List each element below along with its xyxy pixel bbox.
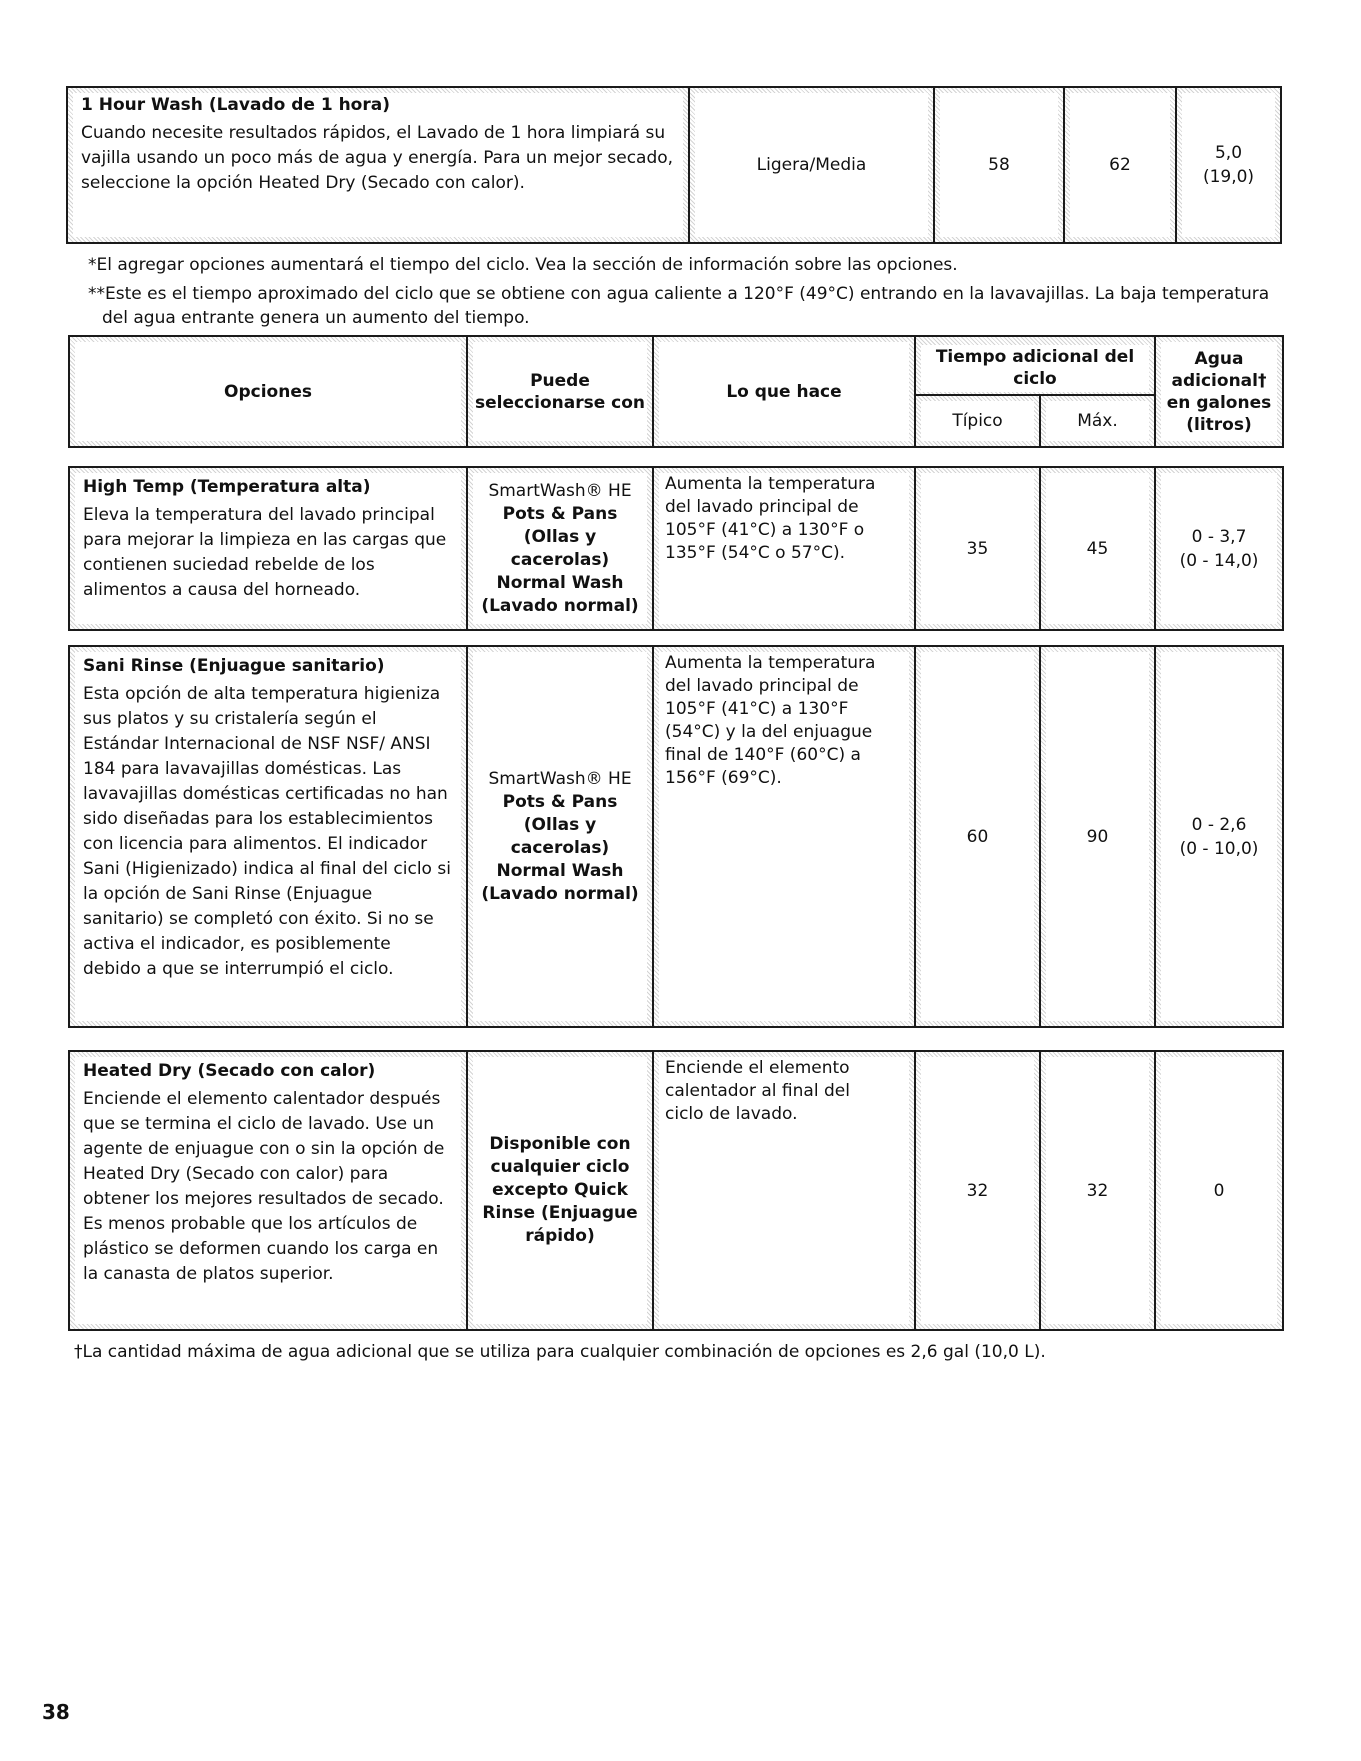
- option-table-high-temp: [68, 466, 1284, 631]
- what-line: 135°F (54°C o 57°C).: [665, 543, 846, 563]
- what-line: del lavado principal de: [665, 497, 859, 517]
- note-cycle-time: **Este es el tiempo aproximado del ciclo que se obtiene con agua caliente a 120°F (49°C) entrando en la lavavajillas. La baja temperatura del agua entrante genera un aumento del tiempo.: [88, 284, 1270, 328]
- selectable-line: Normal Wash: [496, 572, 624, 593]
- option-what-cell: [653, 646, 915, 1027]
- option-description: Esta opción de alta temperatura higieniza sus platos y su cristalería según el Estándar Internacional de NSF NSF/ ANSI 184 para lavavajillas domésticas. Las lavavajillas domésticas certificadas no han sido diseñadas para los establecimientos con licencia para alimentos. El indicador Sani (Higienizado) indica al final del ciclo si la opción de Sani Rinse (Enjuague sanitario) se completó con éxito. Si no se activa el indicador, es posiblemente debido a que se interrumpió el ciclo.: [83, 684, 451, 979]
- selectable-line: cualquier ciclo: [490, 1157, 630, 1177]
- option-max: 32: [1086, 1180, 1109, 1201]
- option-typical-cell: [915, 1051, 1040, 1330]
- option-description-cell: [69, 467, 467, 630]
- header-typical-label: Típico: [952, 411, 1003, 431]
- option-what-cell: [653, 467, 915, 630]
- option-description: Enciende el elemento calentador después que se termina el ciclo de lavado. Use un agente de enjuague con o sin la opción de Heated Dry (Secado con calor) para obtener los mejores resultados de secado. Es menos probable que los artículos de plástico se deformen cuando los carga en la canasta de platos superior.: [83, 1089, 445, 1284]
- selectable-line: Disponible con: [489, 1134, 631, 1154]
- what-line: 105°F (41°C) a 130°F: [665, 699, 849, 719]
- selectable-line: rápido): [525, 1226, 595, 1246]
- options-header-table: [68, 335, 1284, 448]
- header-water-line3: en galones: [1166, 392, 1272, 413]
- selectable-line: Pots & Pans: [502, 503, 618, 524]
- option-row: [69, 646, 1283, 1027]
- option-description-cell: [69, 1051, 467, 1330]
- selectable-line: Normal Wash: [496, 860, 624, 881]
- cycle-row: [67, 87, 1281, 243]
- option-typical-cell: [915, 467, 1040, 630]
- option-typical: 60: [966, 826, 989, 847]
- header-what: [653, 336, 915, 447]
- cycle-title: 1 Hour Wash (Lavado de 1 hora): [81, 95, 390, 115]
- option-water-gal: 0: [1213, 1180, 1225, 1201]
- header-options: [69, 336, 467, 447]
- header-selectable-line2: seleccionarse con: [474, 392, 646, 413]
- option-selectable-cell: [467, 646, 653, 1027]
- option-water-gal: 0 - 3,7: [1191, 526, 1247, 547]
- selectable-line: (Ollas y: [523, 814, 597, 835]
- header-selectable-line1: Puede: [530, 370, 590, 391]
- cycle-description-cell: [67, 87, 689, 243]
- cycle-water-cell: [1176, 87, 1281, 243]
- header-what-label: Lo que hace: [726, 381, 842, 402]
- what-line: 105°F (41°C) a 130°F o: [665, 520, 865, 540]
- what-line: calentador al final del: [665, 1081, 850, 1101]
- selectable-smartwash: SmartWash® HE: [488, 480, 632, 501]
- option-typical-cell: [915, 646, 1040, 1027]
- page-number: 38: [42, 1700, 70, 1724]
- selectable-line: (Ollas y: [523, 526, 597, 547]
- option-what-cell: [653, 1051, 915, 1330]
- option-typical: 32: [966, 1180, 989, 1201]
- option-water-gal: 0 - 2,6: [1191, 814, 1247, 835]
- header-selectable: [467, 336, 653, 447]
- option-typical: 35: [966, 538, 989, 559]
- option-max-cell: [1040, 646, 1155, 1027]
- selectable-line: Rinse (Enjuague: [482, 1203, 638, 1223]
- what-line: final de 140°F (60°C) a: [665, 745, 861, 765]
- option-row: [69, 1051, 1283, 1330]
- option-row: [69, 467, 1283, 630]
- option-max: 45: [1086, 538, 1109, 559]
- footnote-max-water: †La cantidad máxima de agua adicional que se utiliza para cualquier combinación de opciones es 2,6 gal (10,0 L).: [74, 1342, 1046, 1362]
- what-line: Aumenta la temperatura: [665, 474, 876, 494]
- selectable-smartwash: SmartWash® HE: [488, 768, 632, 789]
- option-title: High Temp (Temperatura alta): [83, 477, 371, 497]
- option-max: 90: [1086, 826, 1109, 847]
- option-title: Heated Dry (Secado con calor): [83, 1061, 376, 1081]
- what-line: ciclo de lavado.: [665, 1104, 798, 1124]
- option-title: Sani Rinse (Enjuague sanitario): [83, 656, 385, 676]
- selectable-line: (Lavado normal): [481, 595, 639, 616]
- what-line: 156°F (69°C).: [665, 768, 782, 788]
- option-water-l: (0 - 10,0): [1179, 838, 1259, 859]
- option-description-cell: [69, 646, 467, 1027]
- header-water-line2: adicional†: [1171, 370, 1267, 391]
- option-water-l: (0 - 14,0): [1179, 550, 1259, 571]
- cycle-time1: 58: [988, 155, 1010, 175]
- header-time-line1: Tiempo adicional del: [935, 347, 1135, 367]
- selectable-line: cacerolas): [510, 837, 610, 858]
- header-water-line4: (litros): [1186, 414, 1252, 435]
- option-table-sani-rinse: [68, 645, 1284, 1028]
- option-water-cell: [1155, 1051, 1283, 1330]
- what-line: Enciende el elemento: [665, 1058, 850, 1078]
- option-water-cell: [1155, 467, 1283, 630]
- selectable-line: cacerolas): [510, 549, 610, 570]
- what-line: Aumenta la temperatura: [665, 653, 876, 673]
- cycle-time2-cell: [1064, 87, 1176, 243]
- option-selectable-cell: [467, 1051, 653, 1330]
- option-description: Eleva la temperatura del lavado principal para mejorar la limpieza en las cargas que contienen suciedad rebelde de los alimentos a causa del horneado.: [83, 505, 447, 600]
- header-water: [1155, 336, 1283, 447]
- what-line: (54°C) y la del enjuague: [665, 722, 873, 742]
- what-line: del lavado principal de: [665, 676, 859, 696]
- header-time-line2: ciclo: [1013, 369, 1057, 389]
- cycle-time2: 62: [1109, 155, 1131, 175]
- option-max-cell: [1040, 1051, 1155, 1330]
- header-typical: [915, 395, 1040, 447]
- cycle-table: [66, 86, 1282, 244]
- option-max-cell: [1040, 467, 1155, 630]
- cycle-soil-cell: [689, 87, 934, 243]
- selectable-line: (Lavado normal): [481, 883, 639, 904]
- cycle-description: Cuando necesite resultados rápidos, el Lavado de 1 hora limpiará su vajilla usando un poco más de agua y energía. Para un mejor secado, seleccione la opción Heated Dry (Secado con calor).: [81, 123, 674, 193]
- header-options-label: Opciones: [224, 381, 312, 402]
- option-selectable-cell: [467, 467, 653, 630]
- header-water-line1: Agua: [1194, 348, 1244, 369]
- cycle-water-l: (19,0): [1202, 167, 1255, 187]
- note-added-options: *El agregar opciones aumentará el tiempo del ciclo. Vea la sección de información sobre las opciones.: [88, 255, 958, 275]
- cycle-time1-cell: [934, 87, 1064, 243]
- selectable-line: excepto Quick: [492, 1180, 628, 1200]
- header-time: [915, 336, 1155, 395]
- selectable-line: Pots & Pans: [502, 791, 618, 812]
- option-table-heated-dry: [68, 1050, 1284, 1331]
- header-max: [1040, 395, 1155, 447]
- header-max-label: Máx.: [1077, 411, 1118, 431]
- cycle-soil: Ligera/Media: [756, 155, 867, 175]
- cycle-water-gal: 5,0: [1214, 143, 1243, 163]
- option-water-cell: [1155, 646, 1283, 1027]
